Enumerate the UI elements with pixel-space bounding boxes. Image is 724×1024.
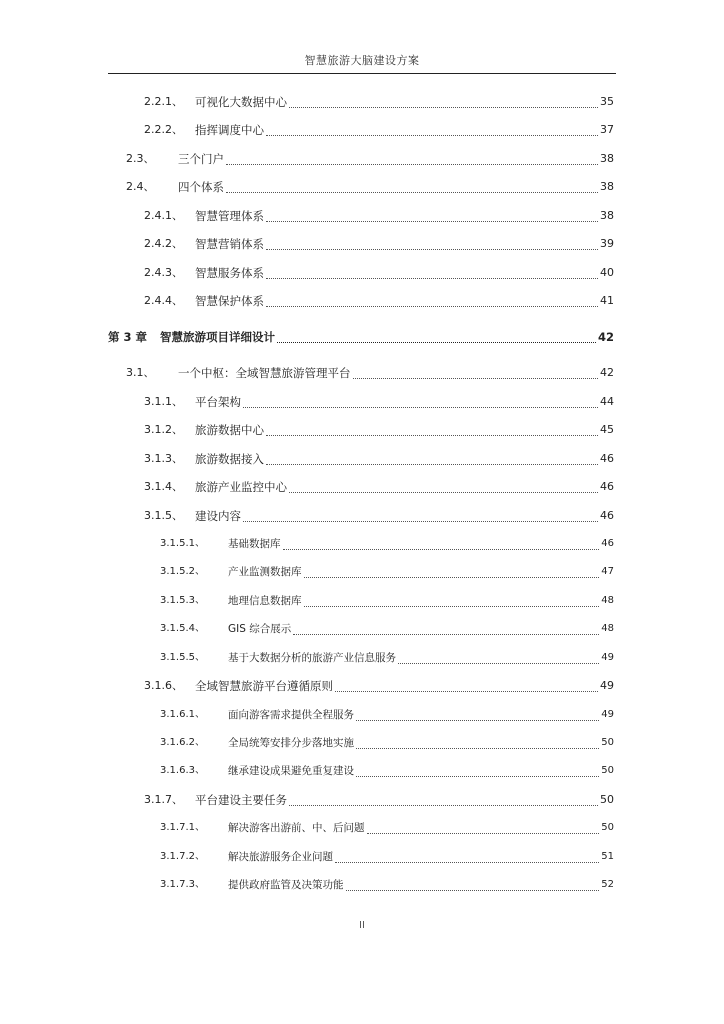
toc-entry-number: 3.1.4、: [144, 480, 183, 493]
toc-entry-number: 2.4.4、: [144, 294, 183, 307]
toc-entry-title: 指挥调度中心: [195, 123, 264, 137]
toc-entry-number: 2.4.3、: [144, 266, 183, 279]
toc-entry-number: 3.1.7.1、: [160, 822, 205, 833]
toc-entry-number: 3.1.5.3、: [160, 595, 205, 606]
toc-entry-page: 40: [600, 266, 614, 279]
toc-entry-page: 41: [600, 294, 614, 307]
toc-entry-number: 3.1.5、: [144, 509, 183, 522]
toc-entry-page: 48: [601, 623, 614, 634]
toc-entry-number: 3.1.6.3、: [160, 765, 205, 776]
toc-entry[interactable]: [0, 563, 724, 581]
toc-entry-page: 46: [600, 509, 614, 522]
toc-entry-title: 面向游客需求提供全程服务: [228, 709, 354, 721]
toc-entry[interactable]: [0, 819, 724, 837]
toc-entry-page: 46: [601, 538, 614, 549]
toc-leader-dots: [226, 180, 598, 193]
toc-entry-title: 提供政府监管及决策功能: [228, 879, 344, 891]
toc-entry-number: 第 3 章: [108, 330, 148, 344]
toc-entry-title: 智慧旅游项目详细设计: [160, 330, 275, 344]
toc-entry-title: 旅游数据中心: [195, 423, 264, 437]
toc-leader-dots: [289, 793, 598, 806]
toc-entry-page: 42: [597, 330, 614, 344]
toc-entry[interactable]: [0, 421, 724, 439]
toc-entry-title: 继承建设成果避免重复建设: [228, 765, 354, 777]
toc-entry[interactable]: [0, 150, 724, 168]
toc-entry[interactable]: [0, 121, 724, 139]
toc-entry-title: 平台建设主要任务: [195, 793, 287, 807]
toc-leader-dots: [356, 764, 599, 777]
toc-entry-title: 智慧营销体系: [195, 237, 264, 251]
toc-leader-dots: [304, 565, 600, 578]
toc-entry-title: 智慧服务体系: [195, 266, 264, 280]
toc-entry-title: 智慧保护体系: [195, 294, 264, 308]
toc-entry-title: 一个中枢：全域智慧旅游管理平台: [178, 366, 351, 380]
toc-entry-number: 3.1.3、: [144, 452, 183, 465]
toc-entry-number: 3.1.7.2、: [160, 851, 205, 862]
toc-entry-title: 基于大数据分析的旅游产业信息服务: [228, 652, 396, 664]
toc-entry-page: 46: [600, 480, 614, 493]
toc-entry-title: GIS 综合展示: [228, 623, 292, 635]
toc-entry[interactable]: [0, 507, 724, 525]
toc-entry-number: 2.4.1、: [144, 209, 183, 222]
toc-entry-page: 38: [600, 180, 614, 193]
toc-entry-title: 平台架构: [195, 395, 241, 409]
toc-entry-title: 三个门户: [178, 152, 224, 166]
toc-entry[interactable]: [0, 620, 724, 638]
toc-leader-dots: [243, 509, 598, 522]
toc-entry[interactable]: [0, 235, 724, 253]
toc-entry-number: 3.1.6、: [144, 679, 183, 692]
toc-leader-dots: [367, 821, 600, 834]
toc-entry[interactable]: [0, 393, 724, 411]
toc-leader-dots: [266, 209, 598, 222]
toc-entry-number: 3.1.1、: [144, 395, 183, 408]
toc-entry[interactable]: [0, 292, 724, 310]
toc-entry-title: 旅游数据接入: [195, 452, 264, 466]
toc-entry-page: 45: [600, 423, 614, 436]
toc-entry[interactable]: [0, 706, 724, 724]
toc-entry-title: 建设内容: [195, 509, 241, 523]
toc-entry-title: 旅游产业监控中心: [195, 480, 287, 494]
toc-leader-dots: [356, 736, 599, 749]
toc-entry-page: 48: [601, 595, 614, 606]
toc-entry-page: 49: [601, 652, 614, 663]
toc-entry-title: 地理信息数据库: [228, 595, 302, 607]
toc-entry-page: 51: [601, 851, 614, 862]
toc-leader-dots: [243, 395, 598, 408]
toc-entry-number: 3.1.6.2、: [160, 737, 205, 748]
toc-leader-dots: [283, 537, 600, 550]
toc-leader-dots: [289, 480, 598, 493]
toc-leader-dots: [266, 452, 598, 465]
toc-entry[interactable]: [0, 328, 724, 346]
toc-leader-dots: [335, 850, 599, 863]
toc-entry[interactable]: [0, 178, 724, 196]
toc-entry-number: 3.1.6.1、: [160, 709, 205, 720]
toc-entry-page: 50: [601, 737, 614, 748]
toc-entry[interactable]: [0, 93, 724, 111]
toc-entry[interactable]: [0, 535, 724, 553]
toc-leader-dots: [353, 366, 599, 379]
toc-entry-number: 3.1.5.2、: [160, 566, 205, 577]
toc-entry[interactable]: [0, 364, 724, 382]
toc-leader-dots: [335, 679, 598, 692]
toc-entry-title: 产业监测数据库: [228, 566, 302, 578]
toc-entry-title: 解决旅游服务企业问题: [228, 851, 333, 863]
toc-entry-number: 3.1.7.3、: [160, 879, 205, 890]
toc-leader-dots: [346, 878, 600, 891]
header-divider: [108, 73, 616, 74]
toc-entry[interactable]: [0, 450, 724, 468]
toc-entry-number: 3.1.5.1、: [160, 538, 205, 549]
toc-entry-number: 2.2.2、: [144, 123, 183, 136]
toc-leader-dots: [266, 294, 598, 307]
toc-leader-dots: [266, 237, 598, 250]
toc-entry-title: 全域智慧旅游平台遵循原则: [195, 679, 333, 693]
toc-entry[interactable]: [0, 791, 724, 809]
toc-entry-number: 2.4.2、: [144, 237, 183, 250]
toc-entry[interactable]: [0, 264, 724, 282]
toc-entry-page: 49: [600, 679, 614, 692]
toc-entry-page: 50: [601, 765, 614, 776]
toc-entry-number: 3.1.2、: [144, 423, 183, 436]
toc-entry-page: 50: [601, 822, 614, 833]
toc-entry-title: 全局统筹安排分步落地实施: [228, 737, 354, 749]
toc-entry-title: 四个体系: [178, 180, 224, 194]
toc-entry-page: 38: [600, 152, 614, 165]
toc-entry-page: 46: [600, 452, 614, 465]
page-number: II: [359, 920, 365, 931]
toc-leader-dots: [266, 266, 598, 279]
toc-entry[interactable]: [0, 592, 724, 610]
toc-entry-number: 3.1.5.4、: [160, 623, 205, 634]
toc-entry-page: 38: [600, 209, 614, 222]
toc-entry-page: 47: [601, 566, 614, 577]
toc-leader-dots: [289, 95, 598, 108]
toc-entry-title: 解决游客出游前、中、后问题: [228, 822, 365, 834]
toc-entry[interactable]: [0, 762, 724, 780]
toc-leader-dots: [293, 622, 599, 635]
toc-entry[interactable]: [0, 207, 724, 225]
toc-entry-number: 2.4、: [126, 180, 155, 193]
toc-entry-title: 可视化大数据中心: [195, 95, 287, 109]
toc-leader-dots: [277, 330, 596, 343]
toc-entry-title: 基础数据库: [228, 538, 281, 550]
toc-leader-dots: [266, 423, 598, 436]
toc-entry[interactable]: [0, 876, 724, 894]
toc-entry-page: 42: [600, 366, 614, 379]
toc-leader-dots: [356, 708, 599, 721]
toc-entry-page: 50: [600, 793, 614, 806]
toc-entry-page: 35: [600, 95, 614, 108]
toc-entry-number: 3.1、: [126, 366, 155, 379]
toc-leader-dots: [398, 651, 599, 664]
toc-entry-page: 37: [600, 123, 614, 136]
page-header-title: 智慧旅游大脑建设方案: [304, 54, 420, 67]
toc-entry[interactable]: [0, 848, 724, 866]
toc-entry-number: 2.3、: [126, 152, 155, 165]
toc-entry-title: 智慧管理体系: [195, 209, 264, 223]
toc-entry-page: 52: [601, 879, 614, 890]
toc-entry-number: 3.1.7、: [144, 793, 183, 806]
toc-entry[interactable]: [0, 734, 724, 752]
toc-entry-page: 44: [600, 395, 614, 408]
toc-entry[interactable]: [0, 649, 724, 667]
toc-leader-dots: [266, 123, 598, 136]
toc-leader-dots: [226, 152, 598, 165]
toc-leader-dots: [304, 594, 600, 607]
toc-entry-number: 3.1.5.5、: [160, 652, 205, 663]
toc-entry-page: 39: [600, 237, 614, 250]
toc-entry[interactable]: [0, 677, 724, 695]
toc-entry-page: 49: [601, 709, 614, 720]
toc-entry[interactable]: [0, 478, 724, 496]
toc-entry-number: 2.2.1、: [144, 95, 183, 108]
